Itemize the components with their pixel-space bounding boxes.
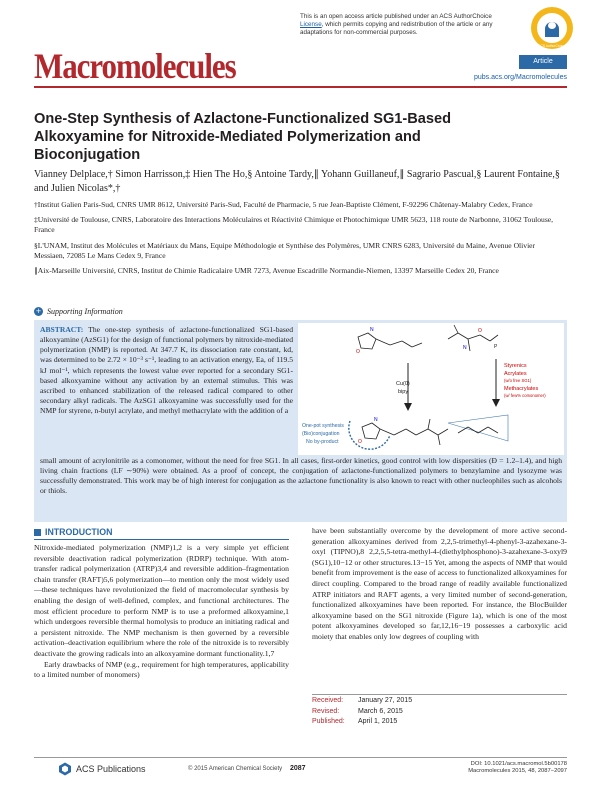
body-paragraph: Nitroxide-mediated polymerization (NMP)1,2 is a very simple yet efficient reversible deactivation radical polymerization (RDRP) technique. With atom-transfer radical polymerization (ATRP)3,4 and reversible addition–fragmentation chain transfer (RAFT)5,6 polymerization—to mention only the most widely used—these techniques have revolutionized the field of macromolecular synthesis by enabling the design of well-defined, complex, and functional architectures. The most efficient procedure to perform NMP is to use a preformed alkoxyamine,1 which undergoes reversible thermal homolysis to produce an initiating radical and a persistent nitroxide. The NMP mechanism is then governed by a reversible activation–deactivation equilibrium where the role of the nitroxide is to reversibly deactivate the growing radicals into an alkoxyamine dormant functionality.1,7 [34,543,289,658]
supporting-info-label: Supporting Information [47,307,123,316]
date-label: Revised: [312,707,340,715]
abstract-continuation: small amount of acrylonitrile as a comonomer, without the need for free SG1. In all cases, first-order kinetics, good control with low dispersities (Đ = 1.2–1.4), and high living chain fractions (LF ∼90%) were obtained. As a proof of concept, the conjugation of azlactone-functionalized polymers to benzylamine and lysozyme was successfully demonstrated. This work may be of high interest for conjugation as the azlactone functionality is also known to react with other nucleophiles such as alcohols or thiols. [40,456,562,496]
date-row [312,717,412,728]
toc-monomer-3-note: (w/ few% comonomer) [504,393,546,398]
svg-text:O: O [356,349,360,355]
journal-url-link[interactable]: pubs.acs.org/Macromolecules [474,74,567,81]
svg-text:P: P [494,344,498,350]
affiliations [34,200,564,281]
citation: Macromolecules 2015, 48, 2087−2097 [468,768,567,775]
acs-authorchoice-badge-icon[interactable] [530,6,574,50]
copyright: © 2015 American Chemical Society [188,766,283,772]
body-column-left [34,543,289,681]
page-number: 2087 [290,765,306,772]
publication-dates [312,696,412,728]
svg-text:N: N [370,327,374,333]
date-label: Received: [312,697,344,704]
badge-label: ACS AuthorChoice [538,44,566,48]
date-row [312,696,412,707]
supporting-info-link[interactable] [34,307,123,316]
article-title: One-Step Synthesis of Azlactone-Functionalized SG1-Based Alkoxyamine for Nitroxide-Mediated Polymerization and Bioconjugation [34,111,452,163]
header-rule [34,86,567,88]
body-paragraph: Early drawbacks of NMP (e.g., requirement for high temperatures, applicability to a limited number of monomers) [34,659,289,680]
abstract-label: ABSTRACT: [40,325,84,334]
toc-caption-1: One-pot synthesis [302,423,344,429]
dates-rule [312,694,567,695]
acs-publications-logo[interactable] [58,762,146,776]
footer-rule [34,757,567,758]
toc-monomer-2: Acrylates [504,371,527,377]
acs-hexagon-icon [58,762,72,776]
open-access-text: This is an open access article published under an ACS AuthorChoice [300,13,492,20]
body-paragraph: have been substantially overcome by the development of more active second-generation alkoxyamines derived from 2,2,5-trimethyl-4-phenyl-3-azahexane-3-oxyl (TIPNO),8 2,2,5,5-tetra-methyl-4-(diethylphosphono)-3-azahexane-3-oxyl9 (SG1),10−12 or other structures.13−15 Yet, among the aspects of NMP that would benefit from improvement is the ease of access to functionalized alkoxyamines for direct coupling. Compared to the broad range of readily available functionalized ATRP initiators and RAFT agents, a very limited number of second-generation, functionalized alkoxyamines have been reported. For instance, the BlocBuilder alkoxyamine based on the SG1 nitroxide (Figure 1a), which is one of the most potent alkoxyamines developed so far,12,16−19 possesses a carboxylic acid moiety that enables only low degrees of coupling with [312,526,567,641]
toc-caption-3: No by-product [306,439,339,445]
section-heading-label: INTRODUCTION [45,527,113,537]
article-type-tab: Article [519,55,567,69]
open-access-notice [300,13,512,37]
section-heading-introduction [34,527,289,537]
author-list: Vianney Delplace,† Simon Harrisson,‡ Hien The Ho,§ Antoine Tardy,∥ Yohann Guillaneuf,∥ Sagrario Pascual,§ Laurent Fontaine,§ and Julien Nicolas*,† [34,169,560,194]
affiliation: †Institut Galien Paris-Sud, CNRS UMR 8612, Université Paris-Sud, Faculté de Pharmacie, 5 rue Jean-Baptiste Clément, F-92296 Châtenay-Malabry Cedex, France [34,200,533,209]
abstract-body: The one-step synthesis of azlactone-functionalized SG1-based alkoxyamine (AzSG1) for the design of functional polymers by nitroxide-mediated polymerization (NMP) is reported. At 347.7 K, its dissociation rate constant, kd, was determined to be 2.72 × 10⁻³ s⁻¹, leading to an activation energy, Ea, of 119.5 kJ mol⁻¹, which represents the lowest value ever reported for a secondary SG1-based alkoxyamine without any activation by an external stimulus. This was ascribed to enhanced stabilization of the released radical compared to other secondary alkyl radicals. The AzSG1 alkoxyamine was successfully used for the NMP for styrene, n-butyl acrylate, and methyl methacrylate with the addition of a [40,325,293,416]
license-link[interactable]: License [300,21,322,28]
affiliation: ‡Université de Toulouse, CNRS, Laboratoire des Interactions Moléculaires et Réactivité Chimique et Photochimique UMR 5623, 118 route de Narbonne, 31062 Toulouse, France [34,215,554,235]
toc-monomer-2-note: (w/o free SG1) [504,378,532,383]
doi-link[interactable]: DOI: 10.1021/acs.macromol.5b00178 [470,761,567,767]
open-access-text-end: , which permits copying and redistribution of the article or any adaptations for non-commercial purposes. [300,21,493,36]
section-rule [34,539,289,540]
toc-ligand: bipy [398,389,409,395]
affiliation: ∥Aix-Marseille Université, CNRS, Institut de Chimie Radicalaire UMR 7273, Avenue Escadrille Normandie-Niemen, 13397 Marseille Cedex 20, France [34,266,499,276]
toc-monomer-3: Methacrylates [504,386,539,392]
toc-reagent: Cu(0) [396,381,410,387]
toc-monomer-1: Styrenics [504,363,527,369]
date-row [312,707,412,718]
date-label: Published: [312,718,345,725]
date-value: April 1, 2015 [358,718,398,725]
journal-name: Macromolecules [34,46,236,86]
toc-graphic [298,323,564,455]
plus-icon: + [35,307,42,315]
abstract-text [40,325,293,416]
body-column-right [312,526,567,643]
date-value: January 27, 2015 [358,697,413,704]
date-value: March 6, 2015 [358,707,403,715]
toc-caption-2: (Bio)conjugation [302,431,340,437]
affiliation: §L'UNAM, Institut des Molécules et Matériaux du Mans, Equipe Méthodologie et Synthèse des Polymères, UMR CNRS 6283, Université du Maine, Avenue Olivier Messiaen, 72085 Le Mans Cedex 9, France [34,240,536,260]
publisher-name: ACS Publications [76,764,146,774]
svg-text:N: N [463,345,467,351]
svg-text:O: O [358,439,362,445]
doi-block [430,761,567,776]
section-square-icon [34,529,41,536]
svg-text:O: O [478,328,482,334]
svg-text:N: N [374,417,378,423]
